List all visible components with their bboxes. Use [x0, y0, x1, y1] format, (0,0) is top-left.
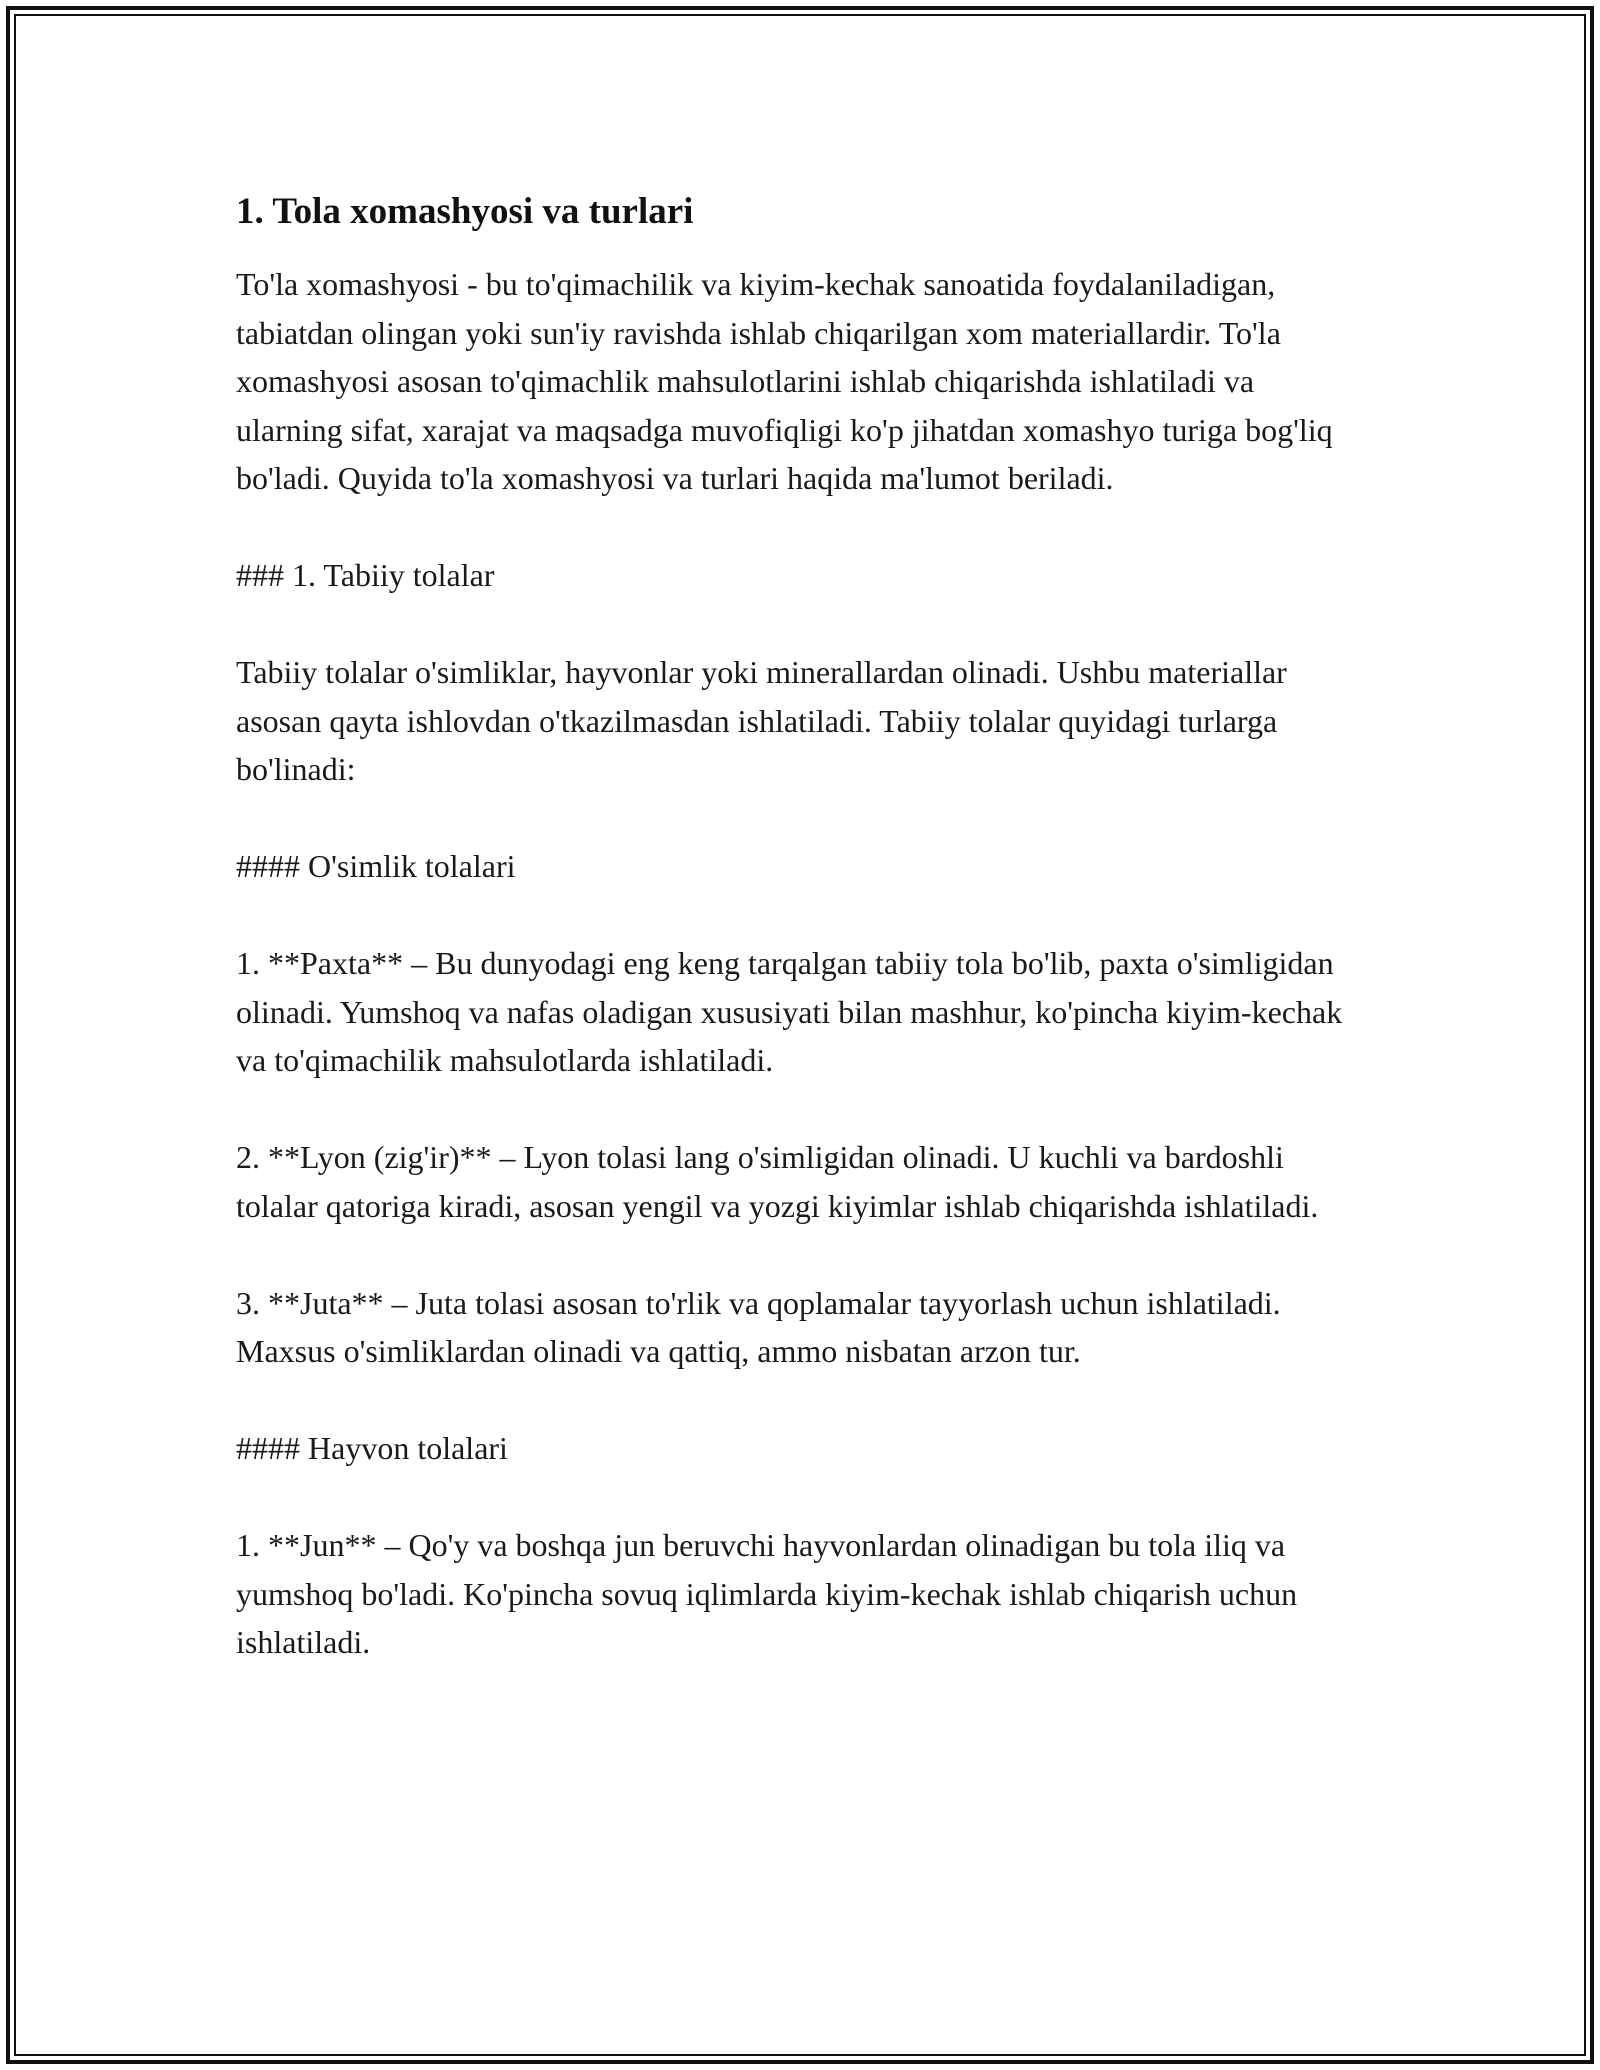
heading-hayvon-tolalari: #### Hayvon tolalari [236, 1430, 508, 1466]
heading-osimlik-tolalari: #### O'simlik tolalari [236, 848, 516, 884]
list-item-lyon: 2. **Lyon (zig'ir)** – Lyon tolasi lang o'simligidan olinadi. U kuchli va bardoshli tolalar qatoriga kiradi, asosan yengil va yozgi kiyimlar ishlab chiqarishda ishlatiladi. [236, 1139, 1319, 1224]
document-body [236, 188, 1366, 1715]
list-item-jun: 1. **Jun** – Qo'y va boshqa jun beruvchi hayvonlardan olinadigan bu tola iliq va yumshoq bo'ladi. Ko'pincha sovuq iqlimlarda kiyim-kechak ishlab chiqarish uchun ishlatiladi. [236, 1527, 1298, 1660]
list-item-paxta: 1. **Paxta** – Bu dunyodagi eng keng tarqalgan tabiiy tola bo'lib, paxta o'simligidan olinadi. Yumshoq va nafas oladigan xususiyati bilan mashhur, ko'pincha kiyim-kechak va to'qimachilik mahsulotlarda ishlatiladi. [236, 945, 1343, 1078]
heading-tabiiy-tolalar: ### 1. Tabiiy tolalar [236, 557, 495, 593]
paragraph-tabiiy-tolalar: Tabiiy tolalar o'simliklar, hayvonlar yoki minerallardan olinadi. Ushbu materiallar asosan qayta ishlovdan o'tkazilmasdan ishlatiladi. Tabiiy tolalar quyidagi turlarga bo'linadi: [236, 654, 1287, 787]
paragraph-intro: To'la xomashyosi - bu to'qimachilik va kiyim-kechak sanoatida foydalaniladigan, tabiatdan olingan yoki sun'iy ravishda ishlab chiqarilgan xom materiallardir. To'la xomashyosi asosan to'qimachlik mahsulotlarini ishlab chiqarishda ishlatiladi va ularning sifat, xarajat va maqsadga muvofiqligi ko'p jihatdan xomashyo turiga bog'liq bo'ladi. Quyida to'la xomashyosi va turlari haqida ma'lumot beriladi. [236, 266, 1333, 496]
list-item-juta: 3. **Juta** – Juta tolasi asosan to'rlik va qoplamalar tayyorlash uchun ishlatiladi. Maxsus o'simliklardan olinadi va qattiq, ammo nisbatan arzon tur. [236, 1284, 1281, 1369]
document-title: 1. Tola xomashyosi va turlari [236, 191, 694, 232]
